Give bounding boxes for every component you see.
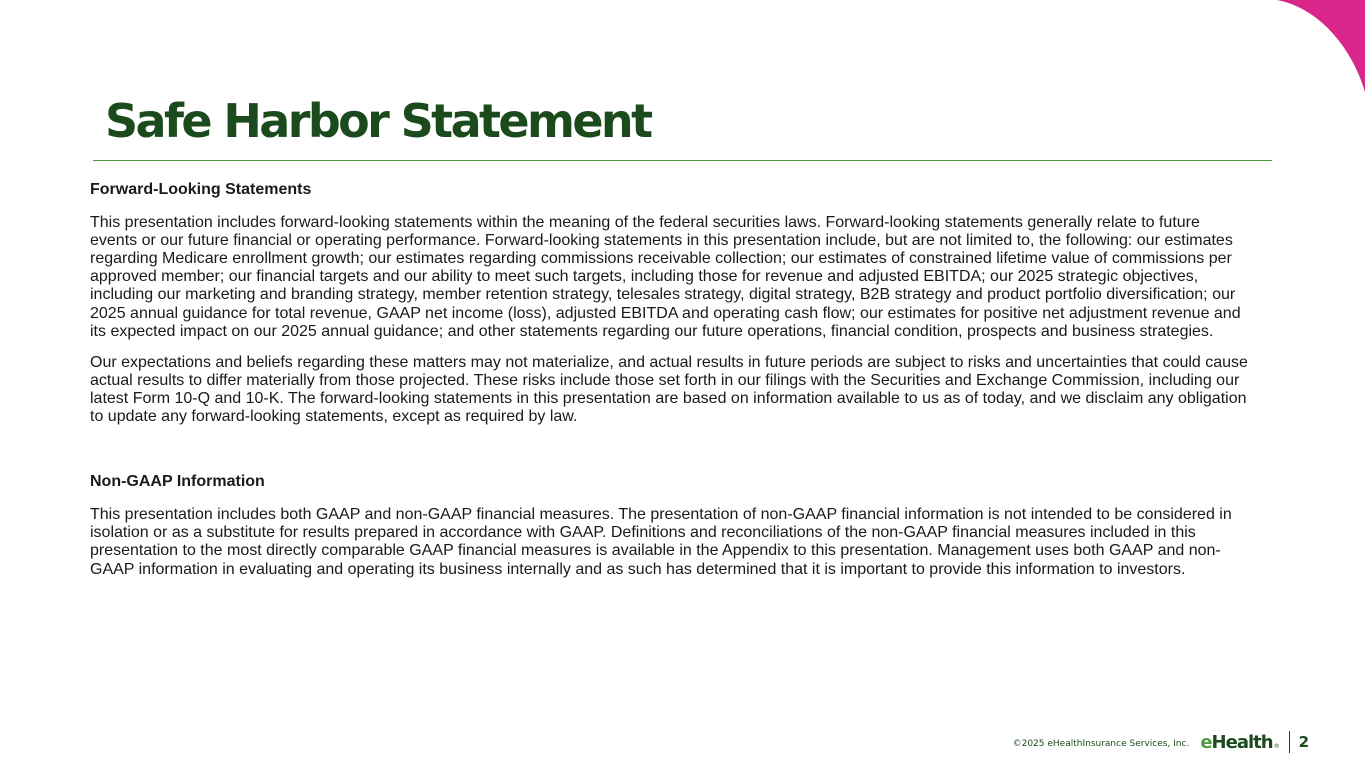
- non-gaap-section: [90, 473, 1250, 578]
- forward-looking-paragraph-1: This presentation includes forward-looking statements within the meaning of the federal securities laws. Forward-looking statements generally relate to future events or our future financial or operating performance. Forward-looking statements in this presentation include, but are not limited to, the following: our estimates regarding Medicare enrollment growth; our estimates regarding commissions receivable collection; our estimates of constrained lifetime value of commissions per approved member; our financial targets and our ability to meet such targets, including those for revenue and adjusted EBITDA; our 2025 strategic objectives, including our marketing and branding strategy, member retention strategy, telesales strategy, digital strategy, B2B strategy and product portfolio diversification; our 2025 annual guidance for total revenue, GAAP net income (loss), adjusted EBITDA and operating cash flow; our estimates for positive net adjustment revenue and its expected impact on our 2025 annual guidance; and other statements regarding our future operations, financial condition, prospects and business strategies.: [90, 214, 1241, 340]
- page-number: 2: [1298, 733, 1309, 751]
- non-gaap-paragraph-1: This presentation includes both GAAP and non-GAAP financial measures. The presentation of non-GAAP financial information is not intended to be considered in isolation or as a substitute for results prepared in accordance with GAAP. Definitions and reconciliations of the non-GAAP financial measures included in this presentation to the most directly comparable GAAP financial measures is available in the Appendix to this presentation. Management uses both GAAP and non-GAAP information in evaluating and operating its business internally and as such has determined that it is important to provide this information to investors.: [90, 506, 1232, 578]
- section-heading-non-gaap: Non-GAAP Information: [90, 473, 265, 491]
- slide-content: [90, 181, 1250, 592]
- registered-mark: ®: [1273, 742, 1280, 750]
- corner-accent-shape: [1265, 0, 1365, 120]
- footer-divider: [1289, 731, 1290, 753]
- slide-footer: [1013, 728, 1309, 756]
- section-spacer: [90, 439, 1250, 473]
- copyright-notice: ©2025 eHealthInsurance Services, Inc.: [1012, 739, 1190, 749]
- logo-e: e: [1200, 731, 1212, 753]
- title-divider: [93, 160, 1272, 161]
- section-heading-forward-looking: Forward-Looking Statements: [90, 181, 312, 198]
- logo-text: Health: [1211, 731, 1273, 753]
- slide-title: Safe Harbor Statement: [105, 94, 651, 148]
- forward-looking-paragraph-2: Our expectations and beliefs regarding these matters may not materialize, and actual results in future periods are subject to risks and uncertainties that could cause actual results to differ materially from those projected. These risks include those set forth in our filings with the Securities and Exchange Commission, including our latest Form 10-Q and 10-K. The forward-looking statements in this presentation are based on information available to us as of today, and we disclaim any obligation to update any forward-looking statements, except as required by law.: [90, 353, 1248, 426]
- forward-looking-section: [90, 181, 1250, 426]
- ehealth-logo: [1200, 732, 1279, 753]
